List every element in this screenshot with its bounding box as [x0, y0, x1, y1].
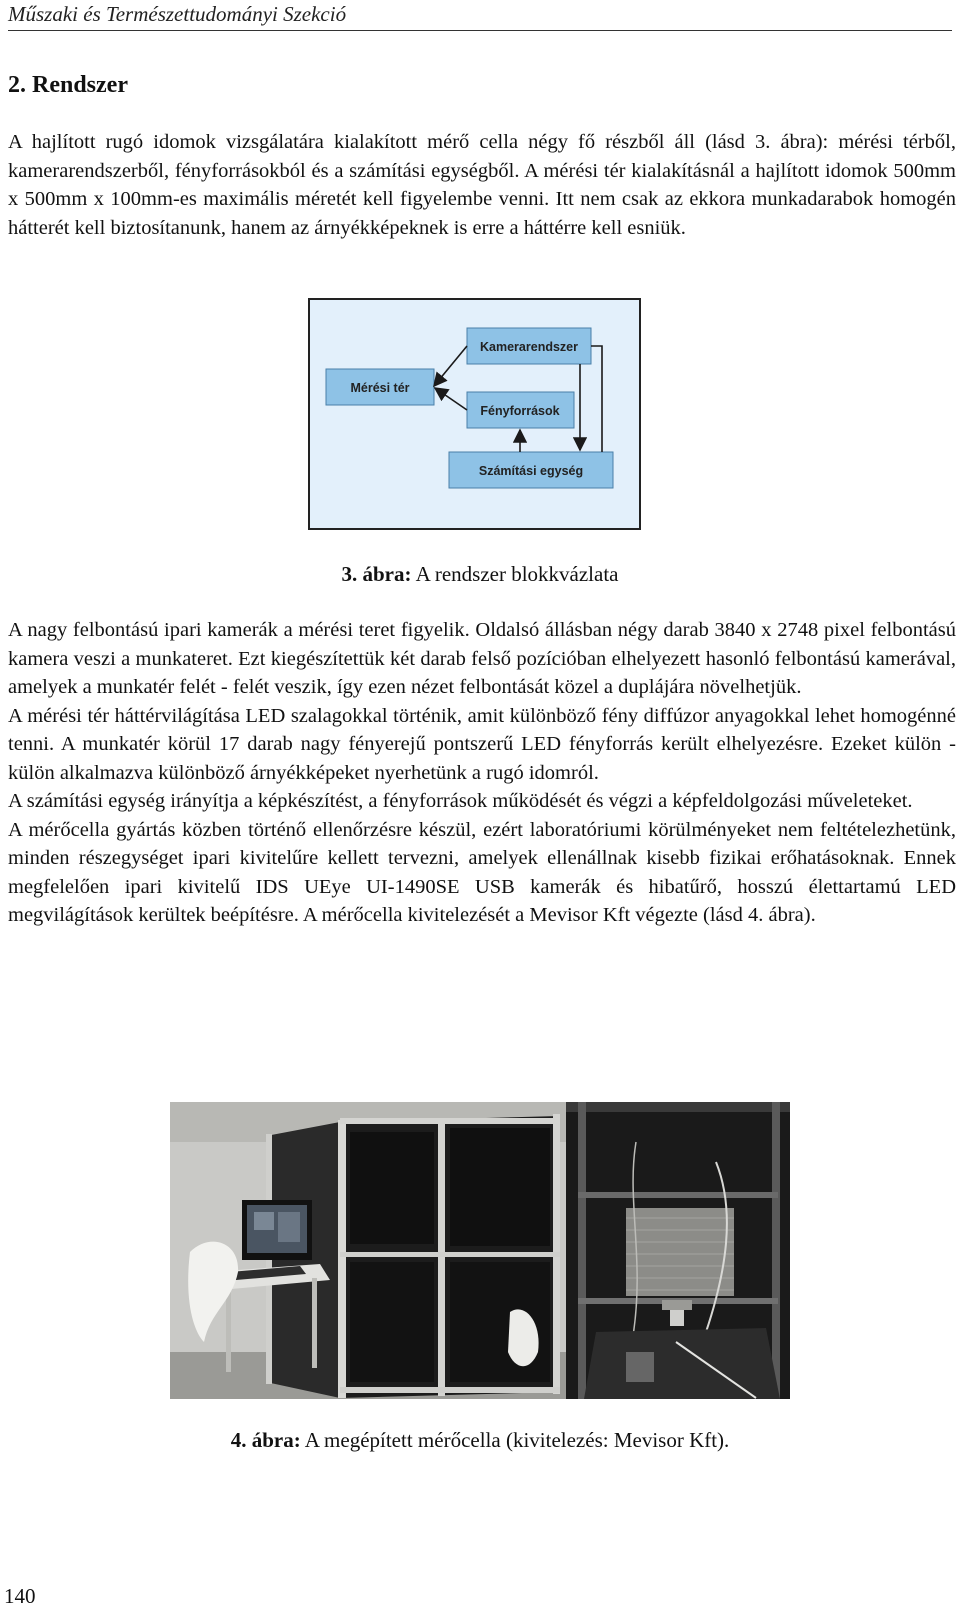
- photo-measuring-cell-exterior: [170, 1102, 566, 1399]
- figure3-caption-label: 3. ábra:: [341, 562, 412, 586]
- block-diagram-svg: [308, 298, 641, 530]
- body-paragraph-1: A nagy felbontású ipari kamerák a mérési teret figyelik. Oldalsó állásban négy darab 3840 x 2748 pixel felbontású kamera veszi a munkateret. Ezt kiegészítettük két darab felső pozícióban elhelyezett hasonló felbontású kamerával, amelyek a munkatér felét - felét veszik, így ezen nézet felbontását közel a duplájára növelhetjük.: [8, 619, 956, 698]
- body-text: [8, 616, 956, 930]
- photo-exterior-svg: [170, 1102, 566, 1399]
- photo-interior-svg: [566, 1102, 790, 1399]
- label-kamerarendszer: Kamerarendszer: [480, 340, 578, 354]
- body-paragraph-3: A számítási egység irányítja a képkészítést, a fényforrások működését és végzi a képfeldolgozási műveleteket.: [8, 790, 913, 812]
- label-szamitasi-egyseg: Számítási egység: [478, 464, 584, 478]
- intro-paragraph: [8, 128, 956, 242]
- figure4-caption-text: A megépített mérőcella (kivitelezés: Mevisor Kft).: [300, 1428, 730, 1452]
- body-paragraph-4: A mérőcella gyártás közben történő ellenőrzésre készül, ezért laboratóriumi körülményeket nem feltételezhetünk, minden részegységet ipari kivitelűre kellett tervezni, amelyek ellenállnak kisebb fizikai erőhatásoknak. Ennek megfelelően ipari kivitelű IDS UEye UI-1490SE USB kamerák és hibatűrő, hosszú élettartamú LED megvilágítások kerültek beépítésre. A mérőcella kivitelezését a Mevisor Kft végezte (lásd 4. ábra).: [8, 818, 956, 926]
- photo-measuring-cell-interior: [566, 1102, 790, 1399]
- figure4-caption-label: 4. ábra:: [230, 1428, 301, 1452]
- body-paragraph-2: A mérési tér háttérvilágítása LED szalagokkal történik, amit különböző fény diffúzor anyagokkal lehet homogénné tenni. A munkatér körül 17 darab nagy fényerejű pontszerű LED fényforrás került elhelyezésre. Ezeket külön - külön alkalmazva különböző árnyékképeket nyerhetünk a rugó idomról.: [8, 704, 956, 784]
- label-fenyforrasok: Fényforrások: [480, 404, 560, 418]
- figure4-caption: [0, 1428, 960, 1453]
- running-header: [8, 0, 952, 31]
- figure3-caption-text: A rendszer blokkvázlata: [411, 562, 619, 586]
- intro-text: A hajlított rugó idomok vizsgálatára kialakított mérő cella négy fő részből áll (lásd 3. ábra): mérési térből, kamerarendszerből, fényforrásokból és a számítási egységből. A mérési tér kialakításnál a hajlított idomok 500mm x 500mm x 100mm-es maximális méretét kell figyelembe venni. Itt nem csak az ekkora munkadarabok homogén hátterét kell biztosítanunk, hanem az árnyékképeknek is erre a háttérre kell esniük.: [8, 131, 956, 239]
- running-title: Műszaki és Természettudományi Szekció: [8, 2, 347, 26]
- page-number: 140: [4, 1584, 36, 1608]
- section-title: 2. Rendszer: [8, 72, 128, 98]
- figure3-caption: [0, 562, 960, 587]
- label-meresi-ter: Mérési tér: [350, 381, 410, 395]
- block-diagram: [308, 298, 641, 530]
